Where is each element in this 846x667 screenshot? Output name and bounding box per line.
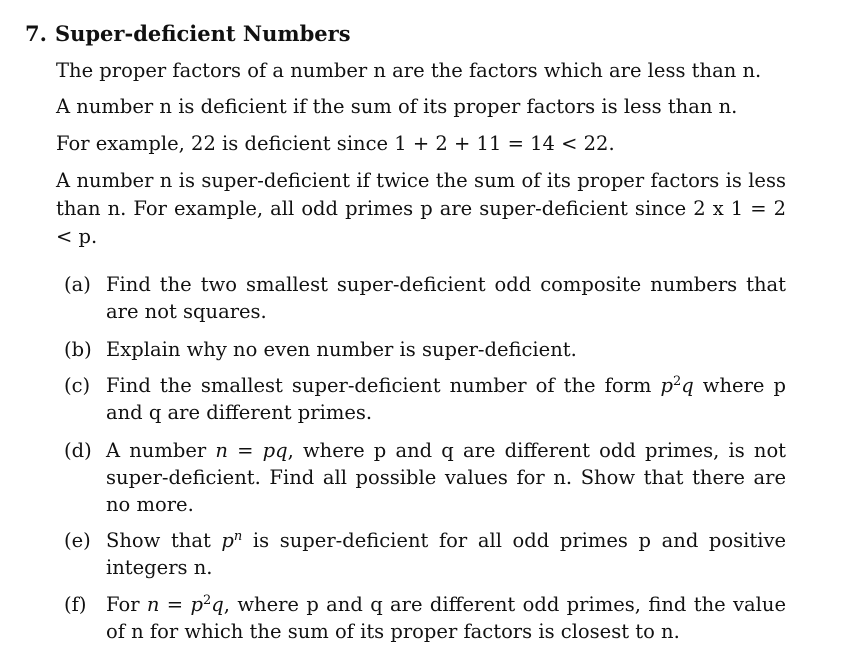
part-a-label: (a) (64, 273, 91, 296)
part-e-text-before: Show that (106, 529, 222, 552)
part-c-text-after: where p and q are different primes. (106, 374, 786, 424)
part-c-label: (c) (64, 374, 91, 397)
intro-paragraph-1: The proper factors of a number n are the factors which are less than n. (56, 59, 762, 82)
part-b-text: Explain why no even number is super-deficient. (106, 338, 577, 361)
intro-paragraph-3: For example, 22 is deficient since 1 + 2 + 11 = 14 < 22. (56, 132, 615, 155)
part-c-text-before: Find the smallest super-deficient number of the form (106, 374, 661, 397)
part-d (64, 437, 786, 518)
problem-number: 7. (25, 21, 47, 46)
part-c-math-after: q (681, 374, 694, 397)
part-d-text (106, 437, 786, 518)
part-d-math: n = pq (215, 439, 288, 462)
part-f-math-exponent: 2 (203, 593, 212, 608)
part-e-label: (e) (64, 529, 91, 552)
problem-title: Super-deficient Numbers (54, 21, 351, 46)
part-f-text-before: For (106, 593, 147, 616)
intro-paragraph-4: A number n is super-deficient if twice the sum of its proper factors is less than n. For example, all odd primes p are super-deficient since 2 x 1 = 2 < p. (56, 169, 786, 248)
part-b-label: (b) (64, 338, 92, 361)
part-b (64, 336, 786, 363)
part-f (64, 591, 786, 645)
part-f-text-after: , where p and q are different odd primes, find the value of n for which the sum of its proper factors is closest to n. (106, 593, 786, 643)
part-f-text (106, 591, 786, 645)
part-a-text: Find the two smallest super-deficient odd composite numbers that are not squares. (106, 273, 786, 323)
part-e-text (106, 527, 786, 581)
part-a (64, 271, 786, 325)
part-e-math-base: p (221, 529, 234, 552)
part-c-math-exponent: 2 (672, 374, 682, 389)
part-c-math-base: p (660, 374, 673, 397)
part-e-text-after: is super-deficient for all odd primes p and positive integers n. (106, 529, 786, 579)
part-f-math-lhs: n = p (146, 593, 203, 616)
part-f-label: (f) (64, 593, 87, 616)
problem-heading (25, 20, 351, 48)
part-c-text (106, 372, 786, 426)
part-d-text-after: , where p and q are different odd primes, is not super-deficient. Find all possible values for n. Show that there are no more. (106, 439, 787, 516)
part-d-label: (d) (64, 439, 92, 462)
part-e (64, 527, 786, 581)
part-e-math-exponent: n (233, 529, 243, 544)
part-c (64, 372, 786, 426)
intro-paragraph-2: A number n is deficient if the sum of its proper factors is less than n. (56, 95, 738, 118)
part-f-math-after: q (211, 593, 224, 616)
part-d-text-before: A number (106, 439, 216, 462)
